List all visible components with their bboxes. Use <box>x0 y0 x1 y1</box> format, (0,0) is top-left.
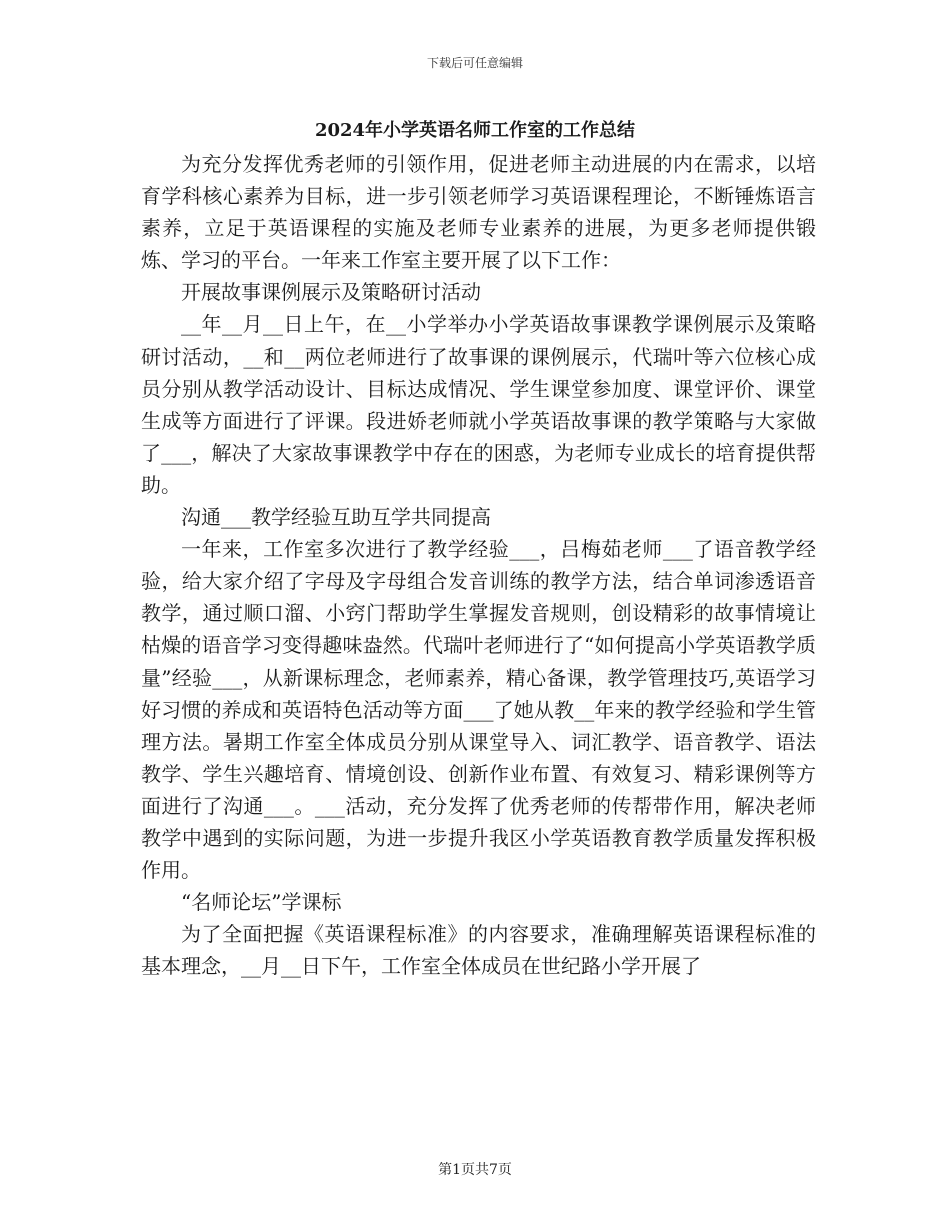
section-heading-story-lessons: 开展故事课例展示及策略研讨活动 <box>181 280 481 305</box>
page-number: 第1页共7页 <box>438 1162 512 1178</box>
paragraph-experience-exchange: 一年来，工作室多次进行了教学经验___，吕梅茹老师___了语音教学经验，给大家介绍了字母及字母组合发音训练的教学方法，结合单词渗透语音教学，通过顺口溜、小窍门帮助学生掌握发音规则，创设精彩的故事情境让枯燥的语音学习变得趣味盎然。代瑞叶老师进行了“如何提高小学英语教学质量”经验___，从新课标理念，老师素养，精心备课，教学管理技巧,英语学习好习惯的养成和英语特色活动等方面___了她从教__年来的教学经验和学生管理方法。暑期工作室全体成员分别从课堂导入、词汇教学、语音教学、语法教学、学生兴趣培育、情境创设、创新作业布置、有效复习、精彩课例等方面进行了沟通___。___活动，充分发挥了优秀老师的传帮带作用，解决老师教学中遇到的实际问题，为进一步提升我区小学英语教育教学质量发挥积极作用。 <box>141 537 816 883</box>
section-heading-experience-exchange: 沟通___教学经验互助互学共同提高 <box>181 505 491 530</box>
paragraph-forum: 为了全面把握《英语课程标准》的内容要求，准确理解英语课程标准的基本理念，__月__日下午，工作室全体成员在世纪路小学开展了 <box>141 922 816 979</box>
section-heading-forum: “名师论坛”学课标 <box>181 890 342 915</box>
paragraph-intro: 为充分发挥优秀老师的引领作用，促进老师主动进展的内在需求，以培育学科核心素养为目标，进一步引领老师学习英语课程理论，不断锤炼语言素养，立足于英语课程的实施及老师专业素养的进展，为更多老师提供锻炼、学习的平台。一年来工作室主要开展了以下工作： <box>141 152 816 273</box>
document-title: 2024年小学英语名师工作室的工作总结 <box>314 120 636 141</box>
document-body <box>141 148 816 982</box>
header-note: 下载后可任意编辑 <box>426 56 523 70</box>
paragraph-story-lessons: __年__月__日上午，在__小学举办小学英语故事课教学课例展示及策略研讨活动，__和__两位老师进行了故事课的课例展示，代瑞叶等六位核心成员分别从教学活动设计、目标达成情况、学生课堂参加度、课堂评价、课堂生成等方面进行了评课。段进娇老师就小学英语故事课的教学策略与大家做了___，解决了大家故事课教学中存在的困惑，为老师专业成长的培育提供帮助。 <box>141 312 816 497</box>
